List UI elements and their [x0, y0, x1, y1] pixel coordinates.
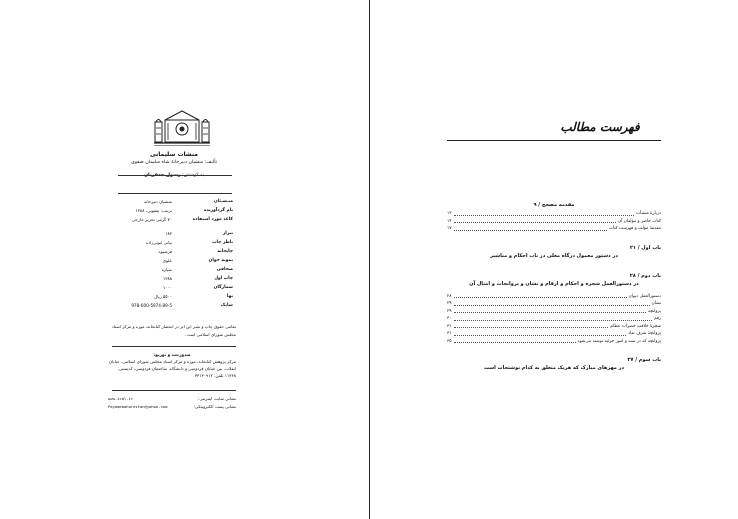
- toc-entry[interactable]: دستورالعمل دیوان ۲۸: [447, 293, 661, 299]
- table-of-contents: [447, 201, 661, 373]
- toc-entry[interactable]: کتاب حاضر و مؤلفان آن ۱۴: [447, 218, 661, 224]
- chapter-heading[interactable]: باب دوم / ۲۸: [629, 272, 661, 279]
- toc-entry[interactable]: دربارهٔ منشآت ۱۳: [447, 211, 661, 217]
- colophon-row: چاپخانه فرشیوه: [158, 249, 233, 254]
- book-author: تألیف: منشیان دبیرخانهٔ شاه سلیمان صفوی: [130, 160, 218, 165]
- website-link[interactable]: www.ical.ir: [108, 396, 134, 401]
- divider-line: [112, 346, 236, 347]
- divider-line: [118, 175, 232, 176]
- colophon-row: نمونه خوان علوی: [162, 258, 233, 263]
- toc-entry[interactable]: پروانچه ۲۹: [447, 308, 661, 314]
- contact-block: [108, 395, 236, 411]
- rights-notice: تمامی حقوق چاپ و نشر این اثر در انحصار کتابخانه، موزه و مرکز اسناد مجلس شورای اسلامی است.: [111, 324, 236, 337]
- distribution-block: [108, 351, 236, 379]
- intro-heading: مقدمه مصحح / ۹: [533, 202, 575, 208]
- colophon-row: تیراژ ۱۸۳: [165, 231, 233, 236]
- colophon-row: کاغذ مورد استفاده ۷۰ گرمی تحریر خارجی: [131, 217, 233, 222]
- colophon-row: منـشـئان منشیان دبیرخانه: [143, 199, 233, 204]
- toc-entry[interactable]: نشان ۲۹: [447, 301, 661, 307]
- chapter-block: [447, 356, 661, 373]
- book-title: منشات سلیمانی: [149, 151, 199, 158]
- toc-entry[interactable]: مقدمهٔ مؤلف و فهرست کتاب ۱۷: [447, 226, 661, 232]
- colophon-row: بها ۵۵۰۰ ریال: [154, 294, 233, 299]
- divider-line: [118, 193, 232, 194]
- email-link[interactable]: Payamebaharestan@yahoo.com: [108, 404, 168, 409]
- contact-row: نشانی پست الکترونیکی: Payamebaharestan@yahoo.com: [108, 404, 236, 409]
- chapter-subtitle: در دستورالعمل شجره و احکام و ارقام و نشان و پروانجات و امثال آن: [469, 280, 639, 287]
- publisher-seal-icon: [153, 108, 211, 148]
- toc-entry[interactable]: شجرهٔ خلافت حضرات عظام ۳۱: [447, 323, 661, 329]
- chapter-subtitle: در مهرهای مبارک که هریک متعلق به کدام نوشتجات است: [483, 365, 625, 371]
- toc-entry[interactable]: رقم ۳۰: [447, 316, 661, 322]
- colophon-row: شابک 978-600-5974-89-5: [131, 303, 233, 308]
- colophon-table: [113, 197, 233, 310]
- toc-title: فهرست مطالب: [560, 120, 640, 134]
- divider-line: [112, 390, 236, 391]
- distribution-address: مرکز پژوهش کتابخانه، موزه و مرکز اسناد مجلس شورای اسلامی، خیابان انقلاب، بین خیابان فردوسی و دانشگاه، ساختمان فردوسی، کدپستی: ۱۱۳۶۸ تلفن: ۳۳۱۳۰۹۱۲: [109, 359, 236, 378]
- distribution-heading: صدورحت و توزیع:: [153, 352, 191, 357]
- toc-entry[interactable]: پروانچه که در سند و امور جزئیه نوشته می‌شود ۳۵: [447, 338, 661, 344]
- chapter-subtitle: در دستور معمول درگاه معلی در باب احکام و مناشیر: [490, 252, 618, 259]
- chapter-heading[interactable]: باب اول / ۲۱: [629, 244, 661, 251]
- title-block: [115, 151, 233, 178]
- toc-entry[interactable]: پروانچهٔ شرف نفاذ ۳۱: [447, 331, 661, 337]
- chapter-block: [447, 272, 661, 346]
- toc-page: [370, 0, 738, 519]
- colophon-row: صحافی سپاره: [161, 267, 233, 272]
- toc-title-rule: [447, 140, 661, 141]
- colophon-row: ناظر چاپ بیانی ابوئی‌زاده: [145, 240, 233, 245]
- colophon-row: شمارگان ۱۰۰۰: [163, 285, 233, 290]
- chapter-heading[interactable]: باب سوم / ۳۷: [627, 357, 661, 363]
- chapter-block: [447, 244, 661, 261]
- contact-row: نشانی سایت اینترنتی: www.ical.ir: [108, 396, 236, 401]
- colophon-row: چاپ اول ۱۳۸۸: [163, 276, 233, 281]
- colophon-row: نام گردآورنده ترتیب: یعقوبی، ۱۳۸۸: [135, 208, 233, 213]
